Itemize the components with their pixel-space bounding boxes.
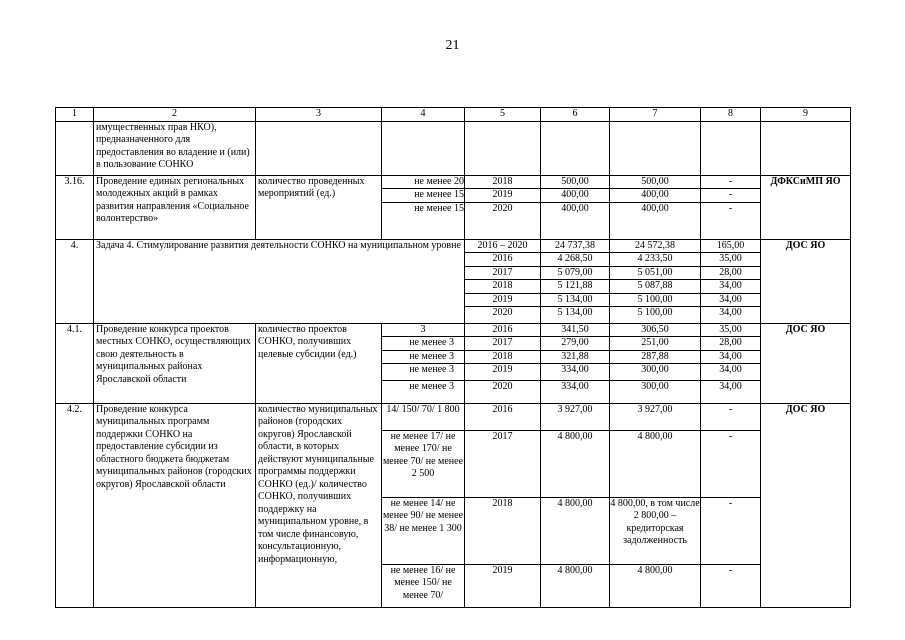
amount-other: 28,00: [701, 266, 760, 280]
amount-other: 165,00: [716, 239, 745, 251]
executor: ДОС ЯО: [761, 239, 851, 323]
amount-other: -: [701, 188, 760, 202]
year: 2020: [465, 202, 540, 216]
amount-other: -: [701, 202, 760, 216]
year: 2017: [465, 266, 540, 280]
amount-other: -: [701, 564, 760, 607]
row-number: 3.16.: [56, 175, 94, 239]
amount-regional: 4 800,00: [610, 564, 700, 607]
amount-regional: 306,50: [641, 323, 669, 335]
amount-other: -: [728, 403, 733, 415]
indicator-value: не менее 15: [382, 188, 464, 202]
amount-total: 341,50: [561, 323, 589, 335]
indicator: количество муниципальных районов (городских округов) Ярославской области, в которых действуют муниципальные программы поддержки СОНКО (ед.)/ количество СОНКО, получивших поддержку на муниципальном уровне, в том числе финансовую, консультационную, информационную,: [256, 403, 382, 607]
year: 2016 – 2020: [477, 239, 528, 251]
amount-regional: 24 572,38: [635, 239, 675, 251]
col-header: 5: [465, 108, 541, 122]
table-row: [56, 175, 851, 239]
amount-regional: 5 100,00: [610, 306, 700, 320]
executor: ДОС ЯО: [761, 403, 851, 607]
amount-regional: 300,00: [610, 363, 700, 380]
amount-total: 500,00: [561, 175, 589, 187]
amount-total: 5 134,00: [541, 306, 609, 320]
amount-regional: 400,00: [610, 188, 700, 202]
amount-other: 34,00: [701, 279, 760, 293]
year: 2020: [465, 306, 540, 320]
year: 2016: [492, 323, 513, 335]
amount-other: 35,00: [719, 323, 742, 335]
amount-other: 34,00: [701, 306, 760, 320]
program-table: [55, 107, 851, 608]
indicator: количество проектов СОНКО, получивших целевые субсидии (ед.): [256, 323, 382, 403]
amount-total: 400,00: [541, 202, 609, 216]
amount-total: 334,00: [541, 363, 609, 380]
amount-other: -: [701, 430, 760, 497]
year: 2019: [465, 564, 540, 607]
amount-regional: 251,00: [610, 336, 700, 350]
table-row: [56, 121, 851, 175]
amount-total: 4 800,00: [541, 497, 609, 564]
indicator-value: не менее 17/ не менее 170/ не менее 70/ не менее 2 500: [382, 430, 464, 497]
indicator-value: не менее 14/ не менее 90/ не менее 38/ не менее 1 300: [382, 497, 464, 564]
amount-total: 321,88: [541, 350, 609, 364]
executor: ДОС ЯО: [761, 323, 851, 403]
amount-total: 5 121,88: [541, 279, 609, 293]
year: 2019: [465, 363, 540, 380]
col-header: 9: [761, 108, 851, 122]
amount-total: 400,00: [541, 188, 609, 202]
year: 2020: [465, 380, 540, 397]
amount-other: 34,00: [701, 350, 760, 364]
col-header: 2: [94, 108, 256, 122]
page-number: 21: [445, 38, 460, 53]
col-header: 3: [256, 108, 382, 122]
event-name: Проведение единых региональных молодежных акций в рамках развития направления «Социальное волонтерство»: [94, 175, 256, 239]
col-header: 6: [541, 108, 610, 122]
year: 2019: [465, 188, 540, 202]
row-number: 4.: [56, 239, 94, 323]
task-name: Задача 4. Стимулирование развития деятельности СОНКО на муниципальном уровне: [94, 239, 465, 323]
indicator-value: не менее 3: [382, 380, 464, 397]
amount-regional: 4 233,50: [610, 252, 700, 266]
amount-regional: 500,00: [641, 175, 669, 187]
table-row: [56, 323, 851, 403]
amount-total: 5 134,00: [541, 293, 609, 307]
amount-regional: 5 087,88: [610, 279, 700, 293]
amount-other: 34,00: [701, 380, 760, 397]
amount-other: 34,00: [701, 293, 760, 307]
event-name: имущественных прав НКО), предназначенного для предоставления во владение и (или) в пользование СОНКО: [94, 121, 256, 175]
row-number: 4.2.: [56, 403, 94, 607]
indicator-value: не менее 3: [382, 350, 464, 364]
amount-total: 4 800,00: [541, 564, 609, 607]
year: 2017: [465, 430, 540, 497]
amount-total: 24 737,38: [555, 239, 595, 251]
event-name: Проведение конкурса проектов местных СОНКО, осуществляющих свою деятельность в муниципальных районах Ярославской области: [94, 323, 256, 403]
col-header: 4: [382, 108, 465, 122]
amount-other: 28,00: [701, 336, 760, 350]
amount-total: 5 079,00: [541, 266, 609, 280]
table-row: [56, 239, 851, 323]
indicator-value: не менее 20: [414, 175, 464, 187]
indicator-value: 3: [420, 323, 426, 335]
indicator-value: не менее 3: [382, 336, 464, 350]
amount-regional: 400,00: [610, 202, 700, 216]
year: 2018: [465, 497, 540, 564]
indicator: количество проведенных мероприятий (ед.): [256, 175, 382, 239]
amount-regional: 5 051,00: [610, 266, 700, 280]
year: 2016: [492, 403, 513, 415]
indicator-value: не менее 15: [382, 202, 464, 216]
row-number: 4.1.: [56, 323, 94, 403]
indicator-value: не менее 16/ не менее 150/ не менее 70/: [382, 564, 464, 607]
header-row: [56, 108, 851, 122]
col-header: 1: [56, 108, 94, 122]
year: 2018: [465, 350, 540, 364]
amount-regional: 4 800,00: [610, 430, 700, 497]
amount-total: 4 800,00: [541, 430, 609, 497]
amount-regional: 4 800,00, в том числе 2 800,00 – кредиторская задолженность: [610, 497, 700, 564]
col-header: 7: [610, 108, 701, 122]
year: 2018: [465, 279, 540, 293]
col-header: 8: [701, 108, 761, 122]
amount-total: 279,00: [541, 336, 609, 350]
amount-other: -: [701, 497, 760, 564]
year: 2017: [465, 336, 540, 350]
indicator-value: не менее 3: [382, 363, 464, 380]
indicator-value: 14/ 150/ 70/ 1 800: [386, 403, 460, 415]
executor: ДФКСиМП ЯО: [761, 175, 851, 239]
amount-total: 4 268,50: [541, 252, 609, 266]
amount-regional: 300,00: [610, 380, 700, 397]
amount-other: 34,00: [701, 363, 760, 380]
amount-regional: 287,88: [610, 350, 700, 364]
year: 2019: [465, 293, 540, 307]
year: 2018: [492, 175, 513, 187]
event-name: Проведение конкурса муниципальных программ поддержки СОНКО на предоставление субсидии из областного бюджета бюджетам муниципальных районов (городских округов) Ярославской области: [94, 403, 256, 607]
amount-total: 334,00: [541, 380, 609, 397]
year: 2016: [465, 252, 540, 266]
amount-regional: 5 100,00: [610, 293, 700, 307]
amount-regional: 3 927,00: [637, 403, 673, 415]
amount-other: -: [728, 175, 733, 187]
table-row: [56, 403, 851, 607]
amount-total: 3 927,00: [557, 403, 593, 415]
amount-other: 35,00: [701, 252, 760, 266]
